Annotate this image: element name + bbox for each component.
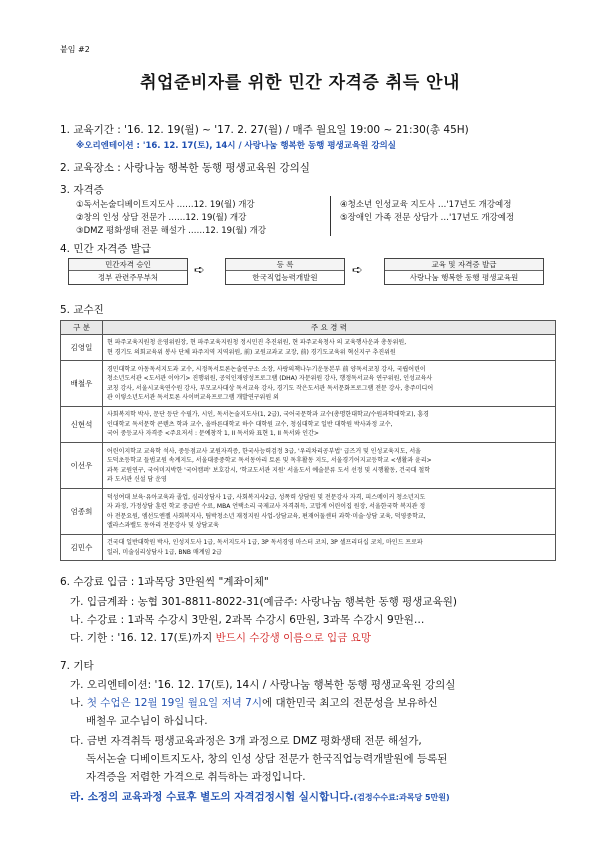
staff-table xyxy=(60,320,556,561)
attachment-label: 붙임 #2 xyxy=(60,45,90,54)
cert-item: ⑤장애인 가족 전문 상담가 …'17년도 개강예정 xyxy=(340,213,515,223)
cert-item: ③DMZ 평화생태 전문 해설가 ……12. 19(월) 개강 xyxy=(76,226,267,236)
table-row xyxy=(61,361,556,407)
flow-box-head: 교육 및 자격증 발급 xyxy=(385,259,543,271)
period-text: 1. 교육기간 : '16. 12. 19(월) ~ '17. 2. 27(월) / 매주 월요일 19:00 ~ 21:30(총 45H) xyxy=(60,124,469,136)
flow-box-register xyxy=(225,258,345,285)
page-title: 취업준비자를 위한 민간 자격증 취득 안내 xyxy=(140,73,460,93)
cert-item: ①독서논술디베이트지도사 ……12. 19(월) 개강 xyxy=(76,200,255,210)
staff-name: 엄종희 xyxy=(61,489,103,535)
staff-name: 신현석 xyxy=(61,407,103,443)
fee-price: 나. 수강료 : 1과목 수강시 3만원, 2과목 수강시 6만원, 3과목 수강시 9만원… xyxy=(70,614,425,626)
issue-heading: 4. 민간 자격증 발급 xyxy=(60,243,152,255)
flow-box-body: 사랑나눔 행복한 동행 평생교육원 xyxy=(409,273,519,282)
arrow-icon: ➪ xyxy=(194,263,205,278)
table-row xyxy=(61,535,556,561)
etc-item-c-line2: 독서논술 디베이트지도사, 창의 인성 상담 전문가 한국직업능력개발원에 등록된 xyxy=(86,753,448,765)
fee-deadline: 다. 기한 : '16. 12. 17(토)까지 반드시 수강생 이름으로 입금 요망 xyxy=(70,632,371,644)
deadline-warning: 반드시 수강생 이름으로 입금 요망 xyxy=(215,632,371,644)
etc-item-c-line3: 자격증을 저렴한 가격으로 취득하는 과정입니다. xyxy=(86,771,306,783)
etc-heading: 7. 기타 xyxy=(60,660,94,672)
flow-box-issue xyxy=(384,258,544,285)
staff-career: 덕성여대 보육·유아교육과 졸업, 심리상담사 1급, 사회복지사2급, 성폭력 상담원 및 전문강사 자격, 피스메이커 청소년지도 자 과정, 가정상담 훈련 학교 중급반 수료, MBA 언택소리 국제교사 자격취득, 고맙게 어린이집 원장, 서울한국학 복지관 정 아 전문요원, 엠선도엔젤 사회복지사, 팀박청소년 재정지원 사업-상담교육, 편재어둘센터 과학·미술·상담 교육, 덕영중학교, 엘라스과밸도 동아리 전문강사 및 상담교육 xyxy=(103,489,556,535)
fee-account: 가. 입금계좌 : 농협 301-8811-8022-31(예금주: 사랑나눔 행복한 동행 평생교육원) xyxy=(70,596,457,608)
etc-item-d: 라. 소정의 교육과정 수료후 별도의 자격검정시험 실시합니다.(검정수수료:과목당 5만원) xyxy=(70,791,450,803)
certs-heading: 3. 자격증 xyxy=(60,184,104,196)
cert-item: ④청소년 인성교육 지도사 …'17년도 개강예정 xyxy=(340,200,512,210)
staff-career: 현 파주교육지원청 운영위원장, 현 파주교육지원청 정시민진 추진위원, 현 파주교육청사 의 교육행사운과 총동위원, 현 경기도 의회교육위 봉사 단체 파주지역 지역위원, 前) 교원교과교 교장, 前) 경기도교육위 혁신지구 추진위원 xyxy=(103,335,556,361)
etc-item-b: 나. 첫 수업은 12월 19일 월요일 저녁 7시에 대한민국 최고의 전문성을 보유하신 xyxy=(70,697,438,709)
table-row xyxy=(61,407,556,443)
fee-heading: 6. 수강료 입금 : 1과목당 3만원씩 "계좌이체" xyxy=(60,576,269,588)
etc-item-a: 가. 오리엔테이션: '16. 12. 17(토), 14시 / 사랑나눔 행복한 동행 평생교육원 강의실 xyxy=(70,679,456,691)
staff-name: 이선우 xyxy=(61,443,103,489)
etc-item-b-line2: 배철우 교수님이 하십니다. xyxy=(86,715,208,727)
staff-career: 경민대학교 아동독서지도과 교수, 시정독서토론논술연구소 소장, 사랑의책나누기운동본부 前 양독서코칭 강사, 국립어린이 청소년도서관 <도서관 이야기> 진행위원, 공익인재양성프로그램 (DHA) 자문위원 강사, 행정독서교육 연구위원, 인성교육사 코칭 강사, 서울시교육연수원 강사, 부모교사대상 독서교육 강사, 경기도 작은도서관 독서문화프로그램 전문 강사, 충주미디어 관 이렇소년도서관 독서토론 사이버교육프로그램 개발연구위원 외 xyxy=(103,361,556,407)
flow-box-body: 한국직업능력개발원 xyxy=(252,273,318,282)
cert-divider xyxy=(330,196,331,236)
flow-box-head: 등 록 xyxy=(226,259,344,271)
col-division: 구 분 xyxy=(61,321,103,335)
flow-box-body: 정부 관련주무부처 xyxy=(97,273,159,282)
staff-name: 배철우 xyxy=(61,361,103,407)
orientation-note: ※오리엔테이션 : '16. 12. 17(토), 14시 / 사랑나눔 행복한 동행 평생교육원 강의실 xyxy=(76,141,396,151)
flow-box-approval xyxy=(68,258,188,285)
table-row xyxy=(61,443,556,489)
col-career: 주 요 경 력 xyxy=(103,321,556,335)
etc-item-c: 다. 금번 자격취득 평생교육과정은 3개 과정으로 DMZ 평화생태 전문 해설가, xyxy=(70,735,422,747)
staff-career: 건국대 일반대학원 박사, 인성지도사 1급, 독서지도사 1급, 3P 독서경영 마스터 코치, 3P 셀프리더십 코치, 마인드 프로파 일러, 미술심리상담사 1급, BNB 매계임 2급 xyxy=(103,535,556,561)
staff-career: 어린이지학교 교육학 석사, 중등점교사 교원자격증, 한국사능력검정 3급, '우리차리공부법' 급즈거 및 인성교육지도, 서울 도덕초등학교 들범교원 속계지도, 서울대중중학교 독서동아리 토론 및 독후활동 지도, 서울경기어지교등학교 <생활과 윤리> 과목 교원연구, 국어미지박한 '국어캠퍼' 보호감시, '학교도서관 지원' 서울도서 예술분류 도서 선정 및 시행활동, 건국대 철학 과 도서관 신설 담 운영 xyxy=(103,443,556,489)
cert-item: ②창의 인성 상담 전문가 ……12. 19(월) 개강 xyxy=(76,213,247,223)
staff-career: 사회복지학 박사, 문단 등단 수필가, 시인, 독서논술지도사(1, 2급), 국어국문학과 교수(총명한대학교/수원과학대학교), 흥경 인대학교 독서문학 콘텐츠 학과 교수, 올바른대학교 하수 대학원 교수, 청심대학교 일반 대학원 박사과정 교수, 국어 중등교사 자격증 <주요저서 : 문예창작 1, II 독서와 표현 1, II 독서와 인간> xyxy=(103,407,556,443)
arrow-icon: ➪ xyxy=(352,263,363,278)
staff-name: 김민수 xyxy=(61,535,103,561)
flow-box-head: 민간자격 승인 xyxy=(69,259,187,271)
staff-name: 김영일 xyxy=(61,335,103,361)
first-class-notice: 첫 수업은 12월 19일 월요일 저녁 7시 xyxy=(86,697,262,709)
table-row xyxy=(61,335,556,361)
staff-table-header xyxy=(61,321,556,335)
place-text: 2. 교육장소 : 사랑나눔 행복한 동행 평생교육원 강의실 xyxy=(60,162,310,174)
staff-heading: 5. 교수진 xyxy=(60,304,104,316)
table-row xyxy=(61,489,556,535)
